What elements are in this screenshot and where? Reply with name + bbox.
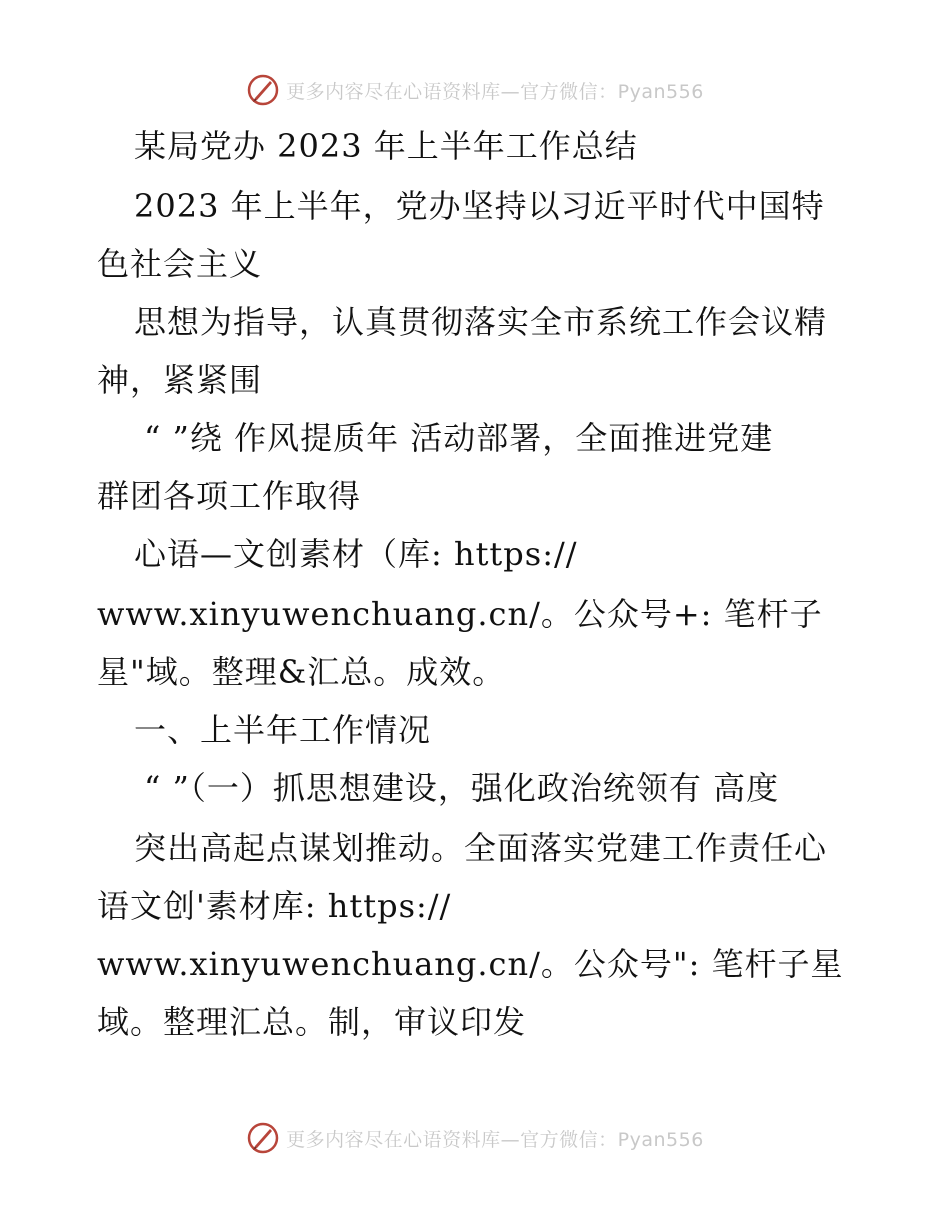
doc-line: 突出高起点谋划推动。全面落实党建工作责任心	[134, 829, 828, 867]
watermark-text: 更多内容尽在心语资料库—官方微信：Pyan556	[286, 80, 704, 103]
quill-in-circle-icon	[246, 1121, 280, 1155]
doc-title: 某局党办 2023 年上半年工作总结	[134, 127, 638, 165]
header-watermark	[0, 70, 950, 110]
doc-line: 神，紧紧围	[97, 361, 263, 399]
section-heading: 一、上半年工作情况	[134, 711, 432, 749]
doc-line: 群团各项工作取得	[97, 477, 362, 515]
doc-line: 语文创'素材库: https://	[97, 887, 452, 925]
quill-in-circle-icon	[246, 73, 280, 107]
doc-line: 思想为指导，认真贯彻落实全市系统工作会议精	[134, 303, 828, 341]
doc-line: 域。整理汇总。制，审议印发	[97, 1003, 527, 1041]
watermark-text: 更多内容尽在心语资料库—官方微信：Pyan556	[286, 1128, 704, 1151]
footer-watermark	[0, 1118, 950, 1158]
doc-line: www.xinyuwenchuang.cn/。公众号": 笔杆子星	[97, 945, 844, 983]
doc-line: “ ”绕 作风提质年 活动部署，全面推进党建	[144, 419, 774, 457]
doc-line: 2023 年上半年，党办坚持以习近平时代中国特	[134, 187, 825, 225]
doc-line: www.xinyuwenchuang.cn/。公众号+: 笔杆子	[97, 595, 823, 633]
doc-line: 色社会主义	[97, 245, 263, 283]
doc-line: 心语—文创素材（库: https://	[134, 535, 578, 573]
doc-line: 星"域。整理&汇总。成效。	[97, 653, 506, 691]
subsection-heading: “ ”（一）抓思想建设，强化政治统领有 高度	[144, 769, 780, 807]
